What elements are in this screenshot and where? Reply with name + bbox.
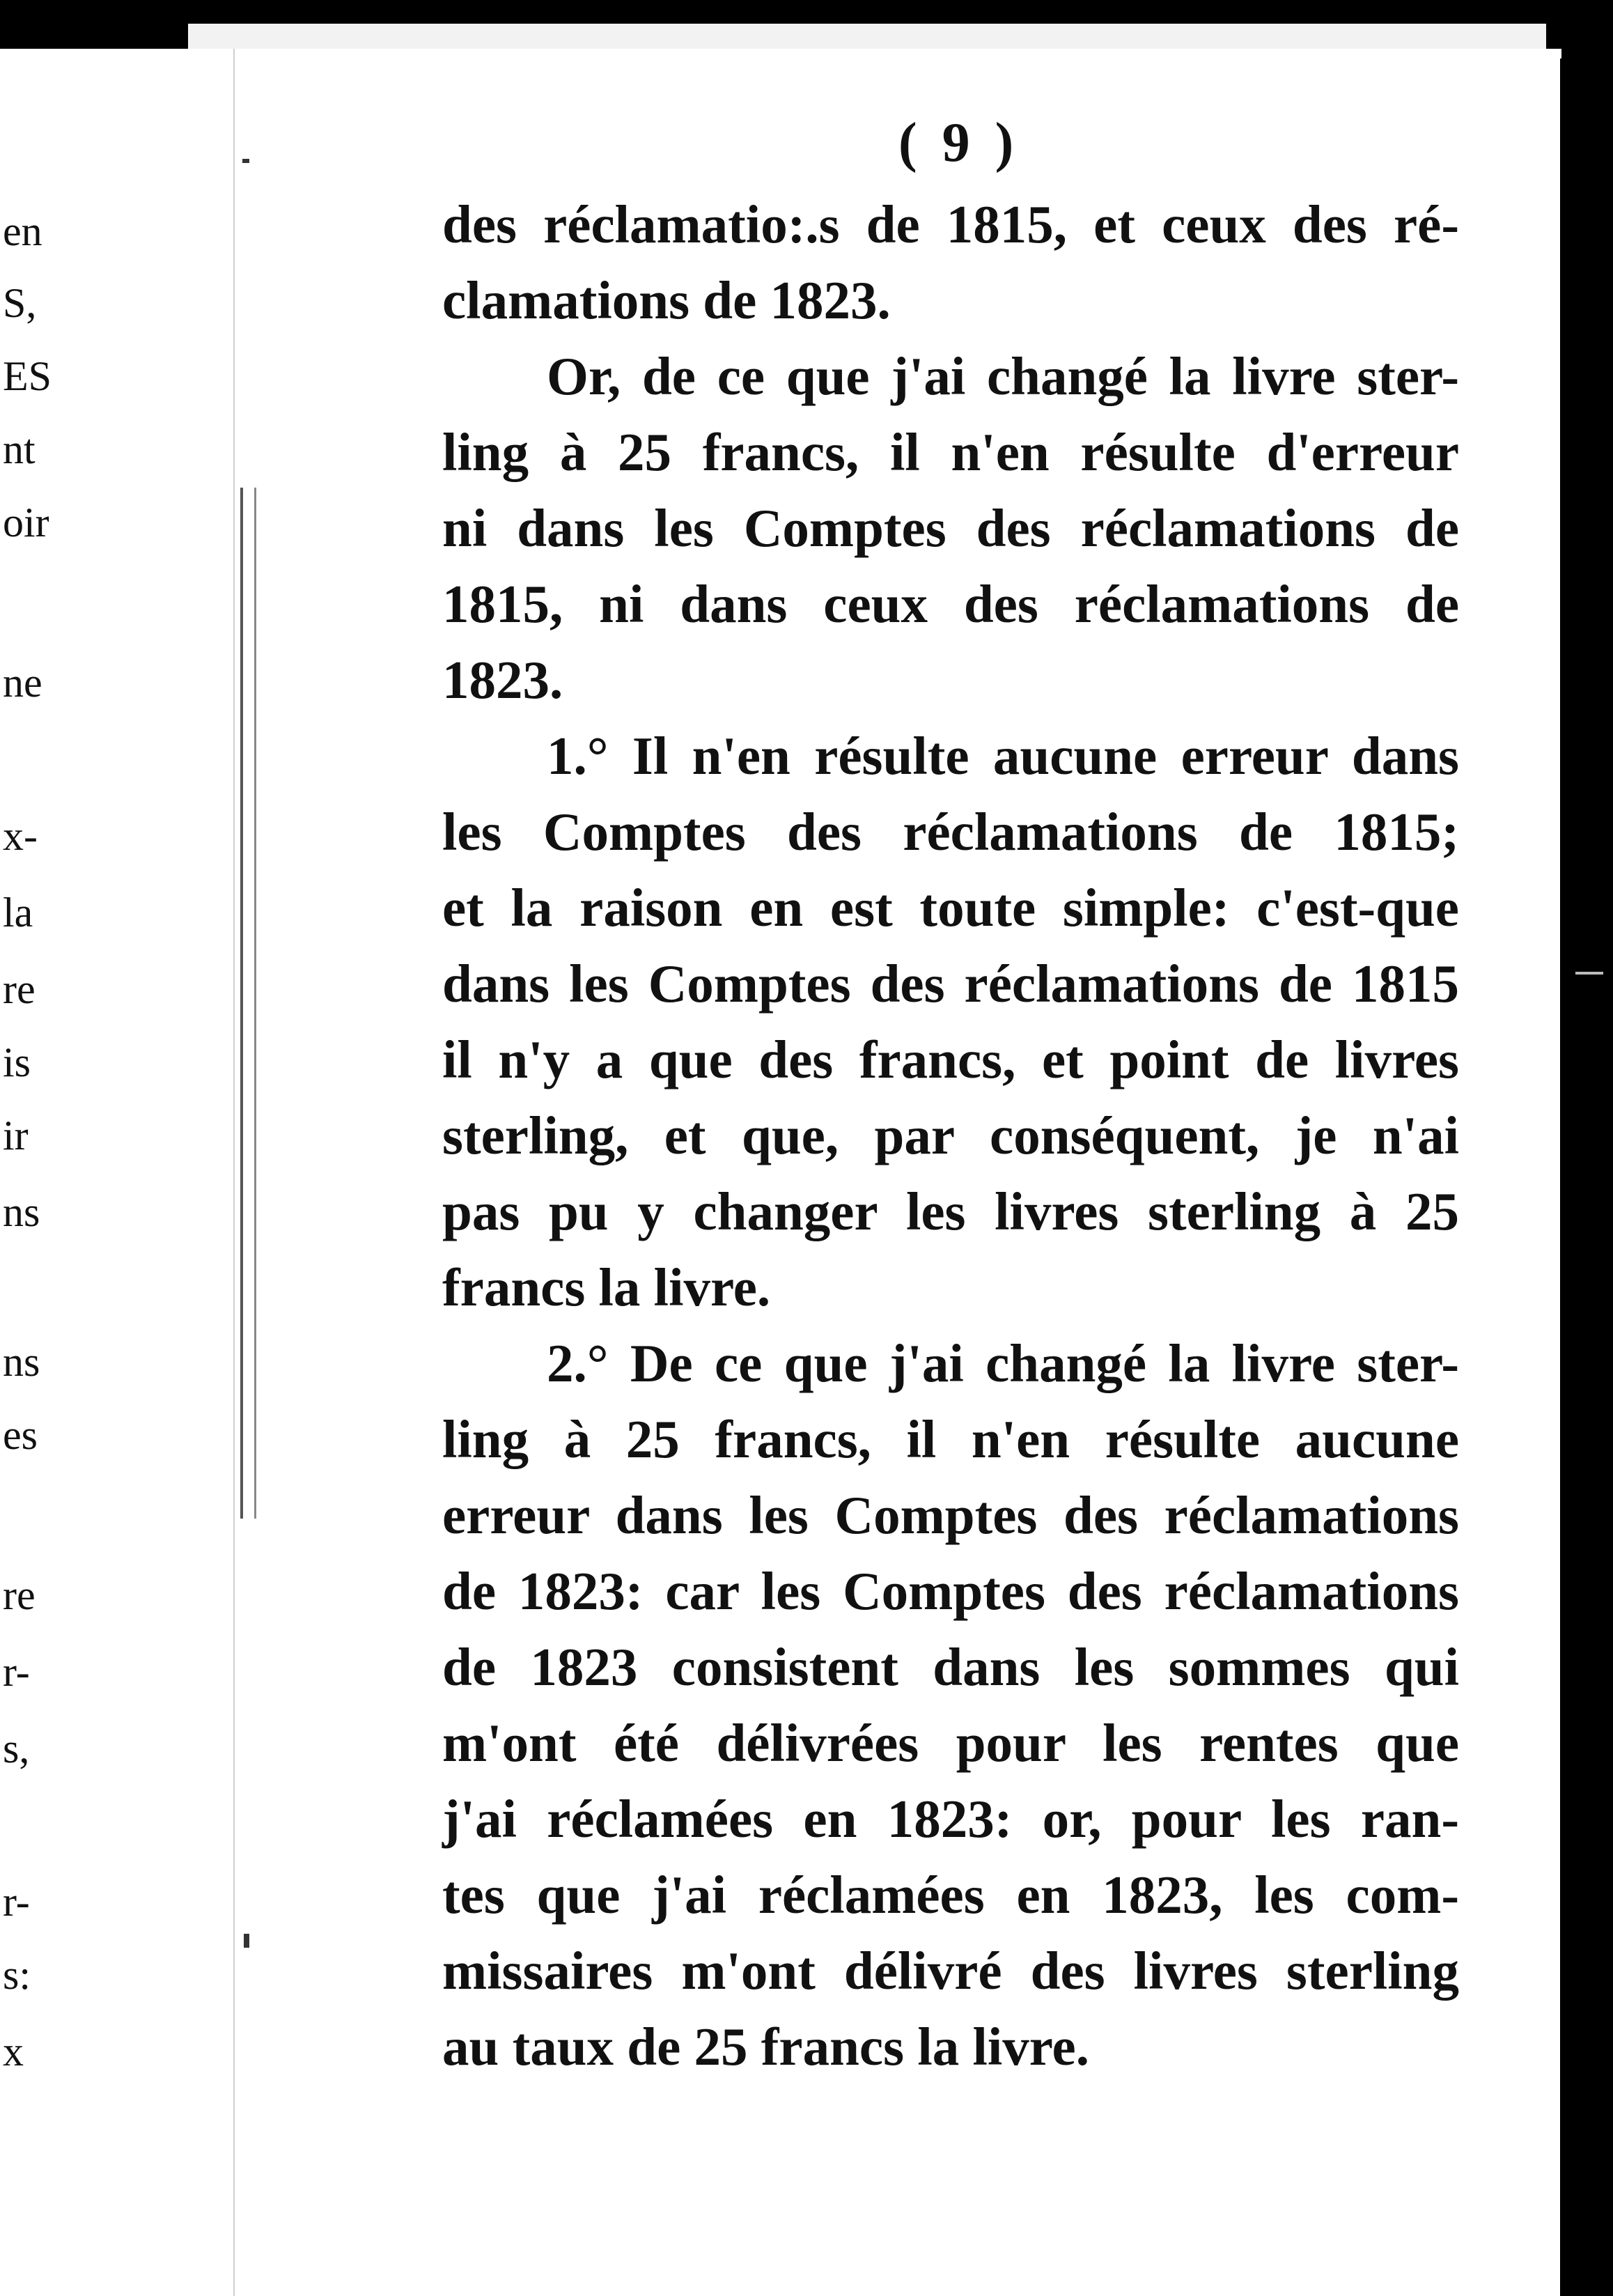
text-line: pas pu y changer les livres sterling à 25 (442, 1181, 1459, 1241)
text-line: j'ai réclamées en 1823: or, pour les ran- (442, 1789, 1459, 1849)
left-fragment: oir (3, 499, 49, 545)
text-line: ni dans les Comptes des réclamations de (442, 498, 1459, 558)
text-line: de 1823: car les Comptes des réclamations (442, 1561, 1459, 1621)
left-fragment: re (3, 966, 36, 1012)
text-line: les Comptes des réclamations de 1815; (442, 802, 1459, 862)
left-fragment: x- (3, 813, 38, 859)
ink-mark (244, 1934, 249, 1948)
binding-fold-line (254, 488, 256, 1519)
left-fragment: re (3, 1572, 36, 1618)
text-line: Or, de ce que j'ai changé la livre ster- (547, 346, 1459, 406)
left-fragment: ES (3, 353, 52, 399)
left-fragment: es (3, 1412, 38, 1458)
text-line: 2.° De ce que j'ai changé la livre ster- (547, 1333, 1459, 1393)
left-fragment: r- (3, 1649, 30, 1695)
text-line: des réclamatio:.s de 1815, et ceux des ré- (442, 194, 1459, 254)
text-line: de 1823 consistent dans les sommes qui (442, 1637, 1459, 1697)
left-fragment: ns (3, 1189, 40, 1235)
text-line: au taux de 25 francs la livre. (442, 2017, 1089, 2077)
left-fragment: s, (3, 1725, 30, 1771)
scan-background-edge (1560, 59, 1613, 2296)
left-fragment: x (3, 2029, 24, 2074)
text-line: clamations de 1823. (442, 270, 891, 330)
ink-mark (242, 159, 249, 163)
left-fragment: nt (3, 426, 36, 472)
left-fragment: is (3, 1039, 31, 1085)
text-line: 1.° Il n'en résulte aucune erreur dans (547, 726, 1459, 786)
left-fragment: en (3, 208, 42, 254)
text-line: dans les Comptes des réclamations de 1815 (442, 954, 1459, 1014)
left-fragment: ns (3, 1339, 40, 1385)
left-fragment: ne (3, 660, 42, 706)
left-fragment: ir (3, 1112, 29, 1158)
text-line: sterling, et que, par conséquent, je n'ai (442, 1106, 1459, 1165)
text-line: francs la livre. (442, 1257, 771, 1317)
page-number: ( 9 ) (898, 112, 1020, 173)
binding-fold-line (240, 488, 243, 1519)
text-line: 1823. (442, 650, 563, 710)
left-fragment: r- (3, 1879, 30, 1925)
left-fragment: S, (3, 280, 37, 326)
text-line: erreur dans les Comptes des réclamations (442, 1485, 1459, 1545)
text-line: il n'y a que des francs, et point de livres (442, 1030, 1459, 1089)
text-line: tes que j'ai réclamées en 1823, les com- (442, 1865, 1459, 1925)
text-line: 1815, ni dans ceux des réclamations de (442, 574, 1459, 634)
text-line: m'ont été délivrées pour les rentes que (442, 1713, 1459, 1773)
edge-mark (1575, 972, 1603, 975)
text-line: ling à 25 francs, il n'en résulte d'erreur (442, 422, 1459, 482)
left-fragment: la (3, 890, 33, 936)
previous-page-fragment (0, 49, 233, 2296)
text-line: et la raison en est toute simple: c'est-que (442, 878, 1459, 938)
page-body-text (442, 187, 1459, 2085)
text-line: missaires m'ont délivré des livres sterling (442, 1941, 1459, 2001)
text-line: ling à 25 francs, il n'en résulte aucune (442, 1409, 1459, 1469)
left-fragment: s: (3, 1952, 31, 1998)
